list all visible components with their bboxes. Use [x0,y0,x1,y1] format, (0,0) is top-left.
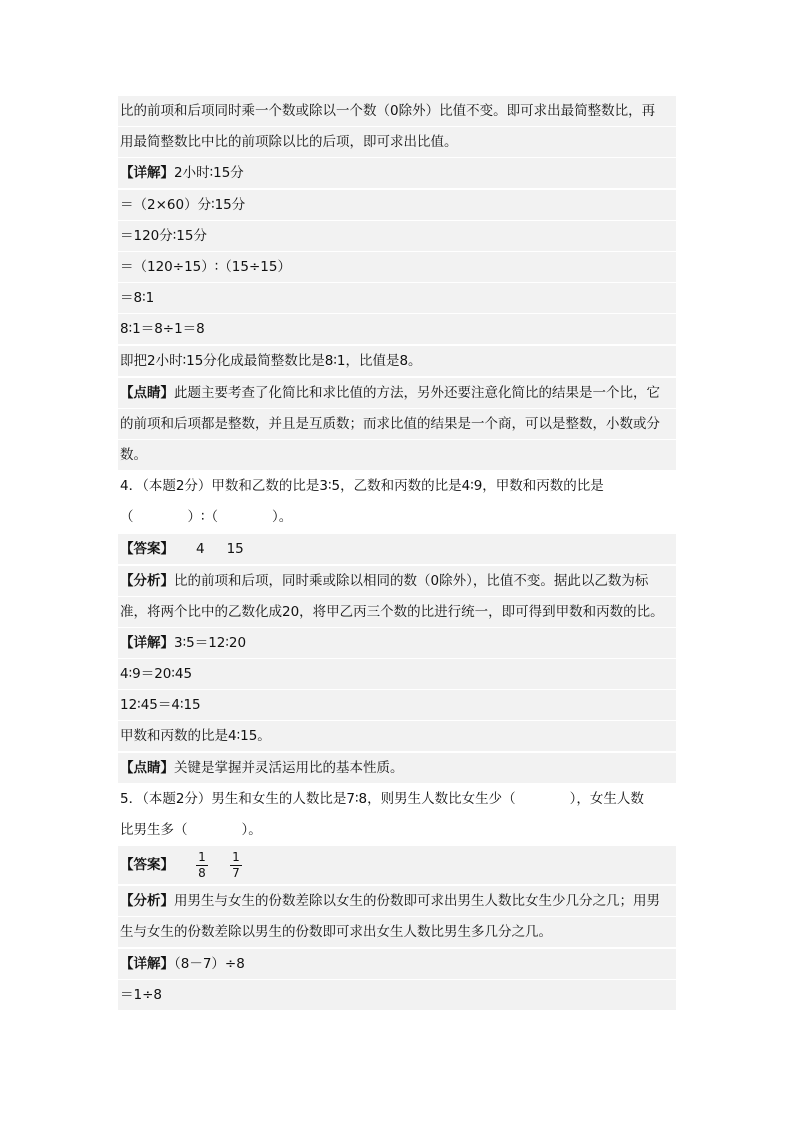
answer-line-q5 [118,846,676,884]
text-line: 4∶9＝20∶45 [118,659,676,689]
text-line: ＝（2×60）分∶15分 [118,190,676,220]
analysis-tag: 【分析】 [120,893,174,909]
text-line: 12∶45＝4∶15 [118,690,676,720]
answer-tag: 【答案】 [120,857,174,873]
text-line: 即把2小时∶15分化成最简整数比是8∶1，比值是8。 [118,346,676,376]
text-line: ＝（120÷15）∶（15÷15） [118,252,676,282]
fraction [196,850,208,881]
text-line: 比的前项和后项同时乘一个数或除以一个数（0除外）比值不变。即可求出最简整数比，再 [118,96,676,126]
text-line: 数。 [118,440,676,470]
detail-tag: 【详解】 [120,635,174,651]
fraction [230,850,242,881]
detail-line: 【详解】2小时∶15分 [118,158,676,188]
question-4-blanks: （ ）∶（ ）。 [120,509,293,525]
comment-line: 【点睛】关键是掌握并灵活运用比的基本性质。 [118,753,676,783]
analysis-line: 【分析】比的前项和后项，同时乘或除以相同的数（0除外），比值不变。据此以乙数为标 [118,566,676,596]
comment-tag: 【点睛】 [120,385,174,401]
comment-tag: 【点睛】 [120,760,174,776]
text-line: 生与女生的份数差除以男生的份数即可求出女生人数比男生多几分之几。 [118,917,676,947]
answer-tag: 【答案】 [120,541,174,557]
fraction-denominator: 8 [198,865,206,880]
text-line: ＝120分∶15分 [118,221,676,251]
text-line: 准，将两个比中的乙数化成20，将甲乙丙三个数的比进行统一，即可得到甲数和丙数的比。 [118,597,676,627]
detail-line: 【详解】（8－7）÷8 [118,949,676,979]
question-5-blanks: 比男生多（ ）。 [120,822,262,838]
question-4: 4．（本题2分）甲数和乙数的比是3∶5，乙数和丙数的比是4∶9，甲数和丙数的比是 [120,478,604,494]
fraction-numerator: 1 [232,849,240,864]
answer-value: 4 [196,541,205,557]
answer-value: 15 [226,541,244,557]
analysis-line: 【分析】用男生与女生的份数差除以女生的份数即可求出男生人数比女生少几分之几；用男 [118,886,676,916]
text-line: 用最简整数比中比的前项除以比的后项，即可求出比值。 [118,127,676,157]
text-line: 8∶1＝8÷1＝8 [118,314,676,344]
text-line: 的前项和后项都是整数，并且是互质数；而求比值的结果是一个商，可以是整数，小数或分 [118,409,676,439]
comment-line: 【点睛】此题主要考查了化简比和求比值的方法，另外还要注意化简比的结果是一个比，它 [118,378,676,408]
analysis-tag: 【分析】 [120,573,174,589]
fraction-denominator: 7 [232,865,240,880]
text-line: ＝8∶1 [118,283,676,313]
detail-line: 【详解】3∶5＝12∶20 [118,628,676,658]
text-line: 甲数和丙数的比是4∶15。 [118,721,676,751]
question-5: 5．（本题2分）男生和女生的人数比是7∶8，则男生人数比女生少（ ），女生人数 [120,791,644,807]
text-line: ＝1÷8 [118,980,676,1010]
fraction-numerator: 1 [198,849,206,864]
detail-tag: 【详解】 [120,956,174,972]
answer-line-q4 [118,534,676,564]
detail-tag: 【详解】 [120,165,174,181]
